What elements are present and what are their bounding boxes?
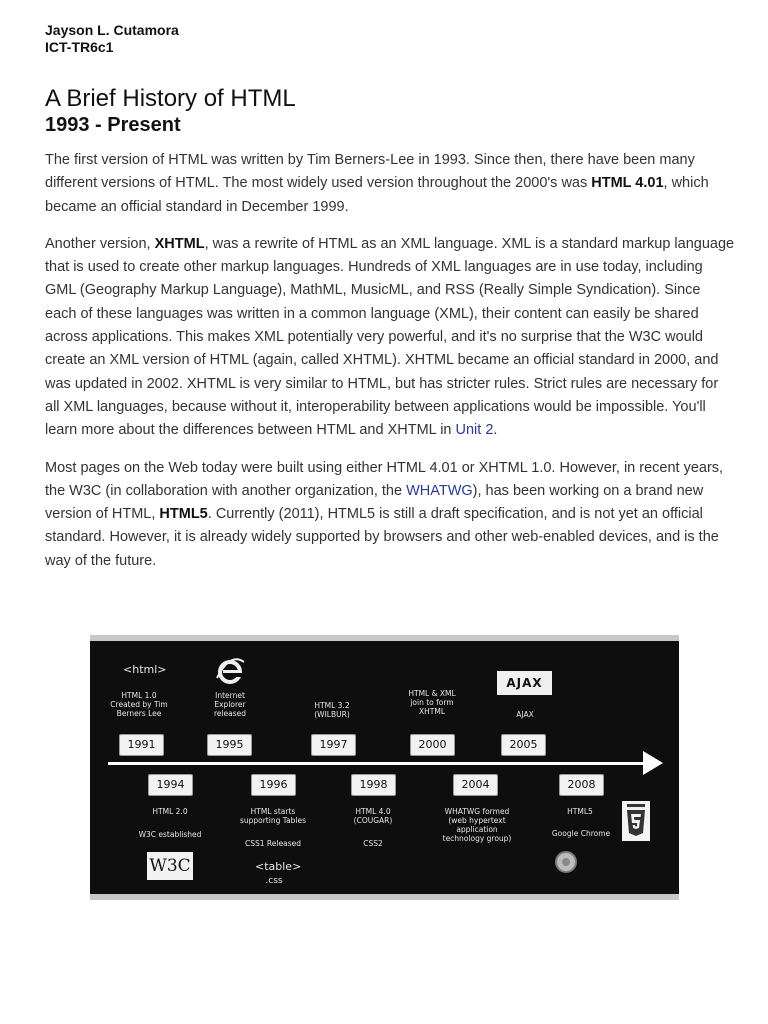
paragraph-text: .: [493, 422, 498, 439]
timeline-sublabel-1998: CSS2: [363, 839, 383, 848]
internet-explorer-icon: [215, 656, 245, 686]
paragraph-text: Another version,: [45, 235, 155, 252]
timeline-sublabel-1994: W3C established: [138, 830, 202, 839]
year-box-2000: 2000: [410, 734, 455, 756]
timeline-label-2008: HTML5: [567, 807, 593, 816]
year-box-1996: 1996: [251, 774, 296, 796]
timeline-label-1991: HTML 1.0 Created by Tim Berners Lee: [110, 691, 168, 718]
year-box-1998: 1998: [351, 774, 396, 796]
html-tag-label: <html>: [123, 663, 167, 676]
paragraph-text: The first version of HTML was written by Tim Berners-Lee in 1993. Since then, there have been many different versions of HTML. The most widely used version throughout the 2000's was: [45, 152, 695, 192]
paragraph-text: Most pages on the Web today were built using either HTML 4.01 or XHTML 1.0. However, in recent years, the W3C (in collaboration with another organization, the: [45, 459, 724, 499]
whatwg-link[interactable]: WHATWG: [406, 482, 473, 499]
timeline-label-1995: Internet Explorer released: [213, 691, 247, 718]
paragraph-intro: [45, 149, 735, 219]
timeline-arrow-head: [643, 751, 663, 775]
timeline-label-1997: HTML 3.2 (WILBUR): [314, 701, 350, 719]
timeline-label-2004: WHATWG formed (web hypertext application technology group): [442, 807, 512, 843]
paragraph-xhtml: [45, 233, 735, 443]
unit-2-link[interactable]: Unit 2: [455, 422, 494, 439]
timeline-label-1998: HTML 4.0 (COUGAR): [353, 807, 393, 825]
bold-term: XHTML: [154, 235, 205, 252]
bold-term: HTML5: [159, 506, 208, 523]
html5-shield-icon: [622, 801, 650, 841]
paragraph-text: ), has been working on a brand new version of HTML,: [45, 482, 704, 523]
css-label: .css: [265, 876, 283, 886]
ajax-logo: AJAX: [497, 671, 552, 695]
section-code: ICT-TR6c1: [45, 39, 114, 55]
paragraph-text: , was a rewrite of HTML as an XML language. XML is a standard markup language that is used to create other markup languages. Hundreds of XML languages are in use today, including GML (Geography Markup Language), MathML, MusicML, and RSS (Really Simple Syndication). Since each of these languages was written in a common language (XML), their content can easily be shared across applications. This makes XML potentially very powerful, and it's no surprise that the W3C would create an XML version of HTML (again, called XHTML). XHTML became an official standard in 2000, and was updated in 2002. XHTML is very similar to HTML, but has stricter rules. Strict rules are necessary for all XML languages, because without it, interoperability between applications would be impossible. You'll learn more about the differences between HTML and XHTML in: [45, 235, 735, 439]
html-timeline-figure: [90, 635, 679, 900]
timeline-sublabel-1996: CSS1 Released: [245, 839, 301, 848]
paragraph-text: . Currently (2011), HTML5 is still a draft specification, and is not yet an official standard. However, it is already widely supported by browsers and other web-enabled devices, and is the way of the future.: [45, 506, 719, 569]
year-box-1994: 1994: [148, 774, 193, 796]
year-box-1991: 1991: [119, 734, 164, 756]
timeline-label-2000: HTML & XML join to form XHTML: [408, 689, 456, 716]
page-subtitle: 1993 - Present: [45, 114, 181, 136]
timeline-label-2005: AJAX: [516, 710, 534, 719]
bold-term: HTML 4.01: [591, 175, 664, 192]
page-title: A Brief History of HTML: [45, 85, 296, 112]
timeline-label-1994: HTML 2.0: [152, 807, 188, 816]
year-box-2008: 2008: [559, 774, 604, 796]
timeline-label-1996: HTML starts supporting Tables: [239, 807, 307, 825]
year-box-1995: 1995: [207, 734, 252, 756]
chrome-icon: [555, 851, 577, 873]
document-page: [45, 22, 735, 573]
year-box-2004: 2004: [453, 774, 498, 796]
w3c-logo: W3C: [147, 852, 193, 880]
paragraph-html5: [45, 457, 735, 573]
author-name: Jayson L. Cutamora: [45, 22, 179, 38]
year-box-2005: 2005: [501, 734, 546, 756]
year-box-1997: 1997: [311, 734, 356, 756]
timeline-arrow-line: [108, 762, 646, 765]
timeline-sublabel-2008: Google Chrome: [551, 829, 611, 838]
table-tag-label: <table>: [255, 860, 302, 873]
paragraph-text: , which became an official standard in December 1999.: [45, 175, 709, 215]
